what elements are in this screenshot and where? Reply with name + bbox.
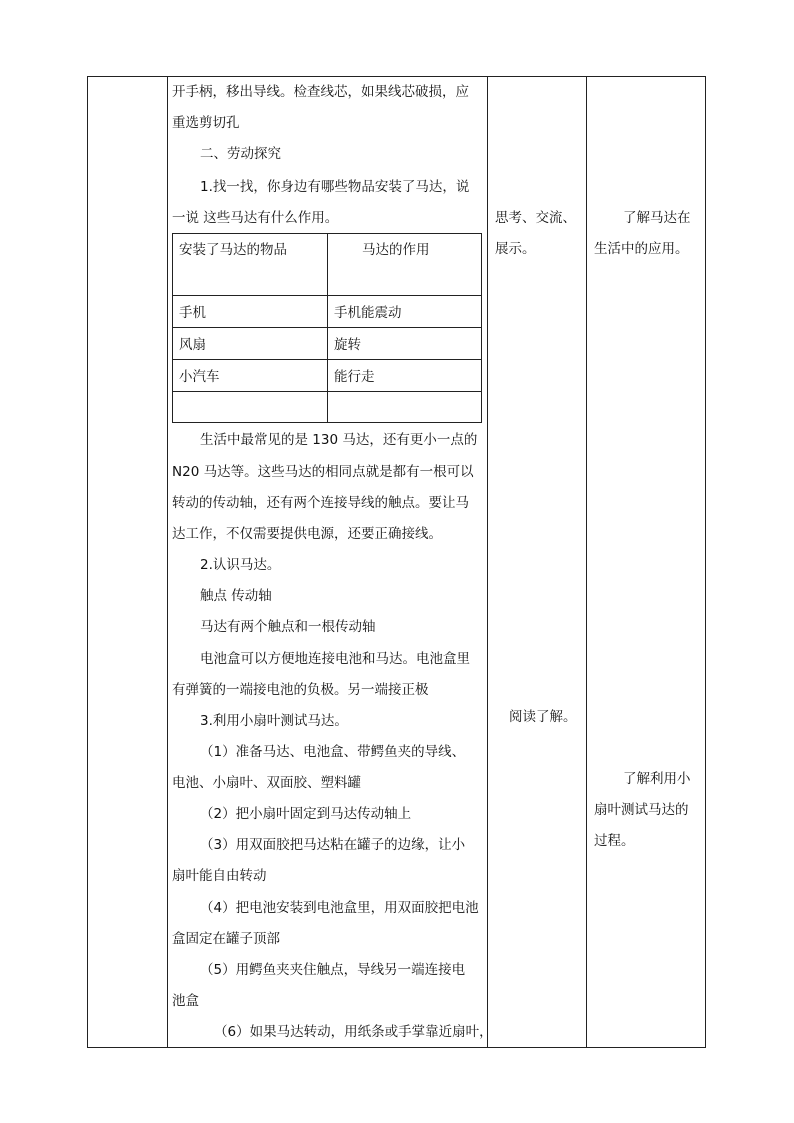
step-line: （6）如果马达转动，用纸条或手掌靠近扇叶， bbox=[214, 1024, 493, 1040]
section-heading: 二、劳动探究 bbox=[200, 146, 281, 162]
design-intent: 了解马达在 bbox=[623, 210, 691, 226]
column-divider bbox=[167, 76, 168, 1048]
content-line: 电池盒可以方便地连接电池和马达。电池盒里 bbox=[200, 651, 470, 667]
content-line: 触点 传动轴 bbox=[200, 588, 272, 604]
step-line: （5）用鳄鱼夹夹住触点，导线另一端连接电 bbox=[200, 962, 466, 978]
step-line: （2）把小扇叶固定到马达传动轴上 bbox=[200, 806, 412, 822]
step-line: 池盒 bbox=[172, 993, 199, 1009]
table-column-divider bbox=[327, 233, 328, 423]
student-activity: 思考、交流、 bbox=[495, 210, 576, 226]
step-line: 电池、小扇叶、双面胶、塑料罐 bbox=[172, 775, 361, 791]
table-cell: 旋转 bbox=[334, 337, 361, 353]
task-heading: 1.找一找，你身边有哪些物品安装了马达，说 bbox=[200, 179, 470, 195]
table-cell: 手机能震动 bbox=[334, 305, 402, 321]
table-cell: 能行走 bbox=[334, 369, 375, 385]
step-line: （4）把电池安装到电池盒里，用双面胶把电池 bbox=[200, 900, 479, 916]
student-activity: 阅读了解。 bbox=[509, 709, 577, 725]
content-line: 有弹簧的一端接电池的负极。另一端接正极 bbox=[172, 682, 429, 698]
table-cell: 小汽车 bbox=[179, 369, 220, 385]
design-intent: 扇叶测试马达的 bbox=[594, 802, 689, 818]
column-divider bbox=[586, 76, 587, 1048]
table-cell: 风扇 bbox=[179, 337, 206, 353]
step-line: （1）准备马达、电池盒、带鳄鱼夹的导线、 bbox=[200, 744, 466, 760]
design-intent: 生活中的应用。 bbox=[594, 241, 689, 257]
task-heading: 3.利用小扇叶测试马达。 bbox=[200, 713, 348, 729]
table-cell: 手机 bbox=[179, 305, 206, 321]
content-line: 一说 这些马达有什么作用。 bbox=[172, 210, 339, 226]
task-heading: 2.认识马达。 bbox=[200, 557, 281, 573]
step-line: 扇叶能自由转动 bbox=[172, 868, 267, 884]
column-divider bbox=[487, 76, 488, 1048]
content-line: 开手柄，移出导线。检查线芯，如果线芯破损，应 bbox=[172, 84, 469, 100]
design-intent: 了解利用小 bbox=[623, 771, 691, 787]
content-line: 马达有两个触点和一根传动轴 bbox=[200, 619, 376, 635]
table-header: 安装了马达的物品 bbox=[179, 242, 287, 258]
content-line: 生活中最常见的是 130 马达，还有更小一点的 bbox=[200, 432, 478, 448]
content-line: 转动的传动轴，还有两个连接导线的触点。要让马 bbox=[172, 495, 469, 511]
content-line: N20 马达等。这些马达的相同点就是都有一根可以 bbox=[172, 464, 474, 480]
step-line: （3）用双面胶把马达粘在罐子的边缘，让小 bbox=[200, 837, 466, 853]
content-line: 重选剪切孔 bbox=[172, 115, 240, 131]
content-line: 达工作，不仅需要提供电源，还要正确接线。 bbox=[172, 526, 442, 542]
student-activity: 展示。 bbox=[495, 241, 536, 257]
step-line: 盒固定在罐子顶部 bbox=[172, 931, 280, 947]
table-header: 马达的作用 bbox=[362, 242, 430, 258]
design-intent: 过程。 bbox=[594, 833, 635, 849]
